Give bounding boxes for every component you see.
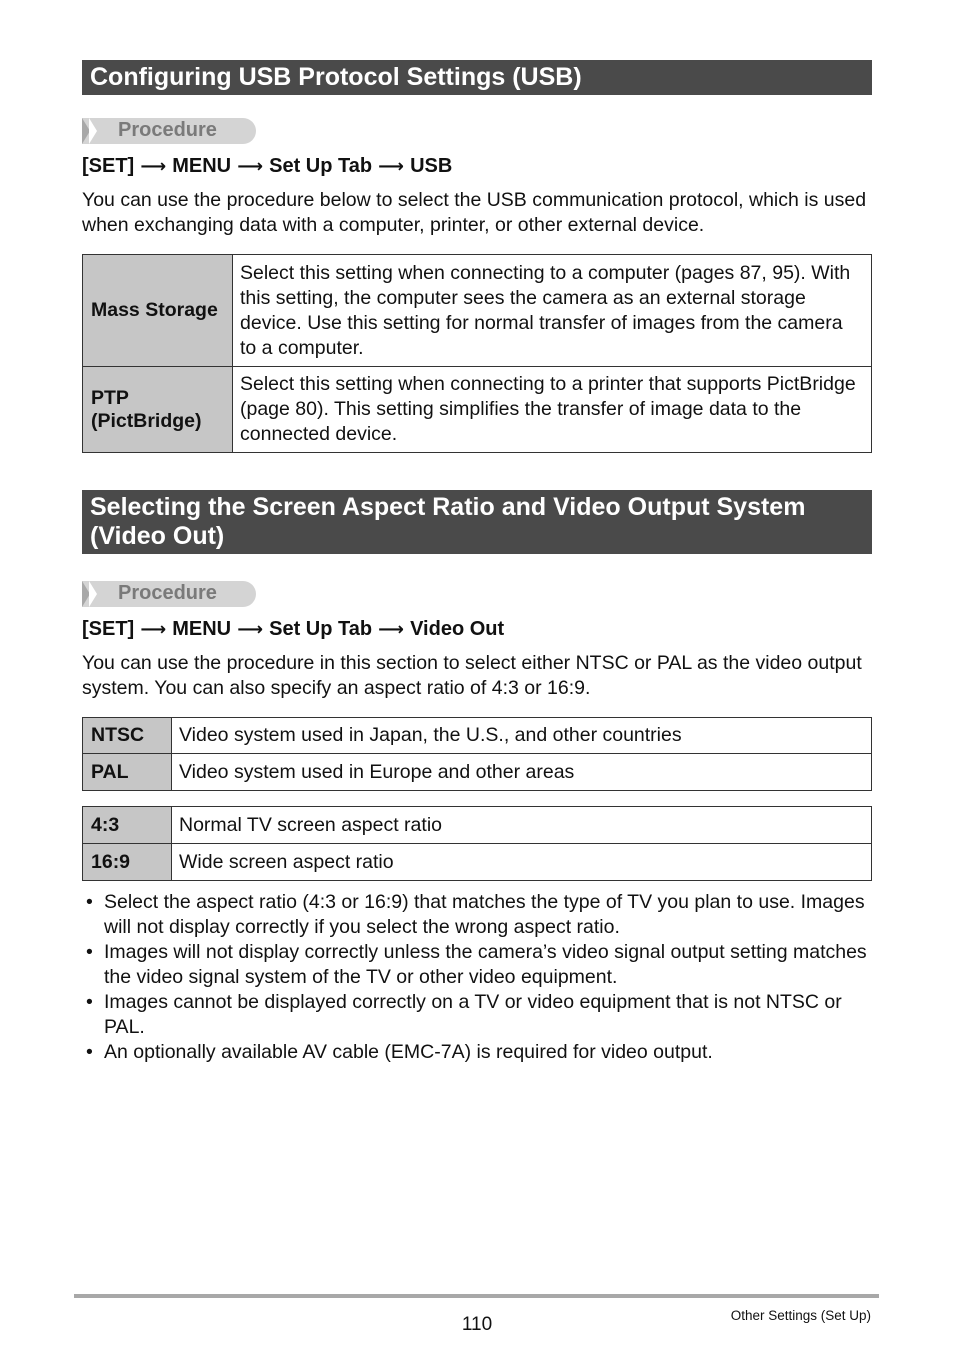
setting-name: NTSC <box>83 718 172 754</box>
path-step: [SET] <box>82 155 135 177</box>
bullet-icon: • <box>86 941 93 963</box>
procedure-badge <box>82 581 256 607</box>
video-system-table <box>82 717 872 791</box>
list-item <box>82 940 882 990</box>
menu-path <box>82 155 452 178</box>
table-row <box>83 844 872 881</box>
chevron-icon <box>89 118 97 144</box>
bullet-icon: • <box>86 991 93 1013</box>
list-item <box>82 1040 882 1065</box>
footer-divider <box>74 1294 879 1298</box>
arrow-right-icon: ⟶ <box>237 156 264 176</box>
arrow-right-icon: ⟶ <box>140 619 167 639</box>
setting-name: 4:3 <box>83 807 172 844</box>
path-step: Set Up Tab <box>269 155 373 177</box>
procedure-badge <box>82 118 256 144</box>
setting-description: Normal TV screen aspect ratio <box>172 807 872 844</box>
arrow-right-icon: ⟶ <box>378 156 404 176</box>
intro-paragraph: You can use the procedure in this section to select either NTSC or PAL as the video output system. You can also specify an aspect ratio of 4:3 or 16:9. <box>82 652 862 699</box>
table-row <box>83 807 872 844</box>
section-title-usb: Configuring USB Protocol Settings (USB) <box>82 60 872 95</box>
usb-settings-table <box>82 254 872 453</box>
table-row <box>83 718 872 754</box>
chevron-icon <box>89 581 97 607</box>
setting-description: Select this setting when connecting to a printer that supports PictBridge (page 80). This setting simplifies the transfer of image data to the connected device. <box>233 367 872 453</box>
note-text: Images cannot be displayed correctly on a TV or video equipment that is not NTSC or PAL. <box>104 991 842 1038</box>
bullet-icon: • <box>86 1041 93 1063</box>
intro-paragraph: You can use the procedure below to select the USB communication protocol, which is used when exchanging data with a computer, printer, or other external device. <box>82 189 867 236</box>
table-row <box>83 754 872 791</box>
setting-description: Select this setting when connecting to a computer (pages 87, 95). With this setting, the computer sees the camera as an external storage device. Use this setting for normal transfer of images from the camera to a computer. <box>233 255 872 367</box>
bullet-icon: • <box>86 891 93 913</box>
path-step: MENU <box>172 618 232 640</box>
setting-description: Wide screen aspect ratio <box>172 844 872 881</box>
note-text: Images will not display correctly unless the camera’s video signal output setting matches the video signal system of the TV or other video equipment. <box>104 941 867 988</box>
footer-section-label: Other Settings (Set Up) <box>730 1308 871 1323</box>
path-step: Set Up Tab <box>269 618 373 640</box>
procedure-label: Procedure <box>118 119 217 141</box>
note-text: Select the aspect ratio (4:3 or 16:9) that matches the type of TV you plan to use. Images will not display correctly if you select the wrong aspect ratio. <box>104 891 865 938</box>
procedure-label: Procedure <box>118 582 217 604</box>
menu-path <box>82 618 504 641</box>
list-item <box>82 990 882 1040</box>
path-step: [SET] <box>82 618 135 640</box>
table-row <box>83 367 872 453</box>
setting-name: Mass Storage <box>83 255 233 367</box>
section-title-video-out: Selecting the Screen Aspect Ratio and Video Output System (Video Out) <box>82 490 872 554</box>
list-item <box>82 890 882 940</box>
note-text: An optionally available AV cable (EMC-7A) is required for video output. <box>104 1041 713 1063</box>
setting-name: PTP (PictBridge) <box>83 367 233 453</box>
path-step: Video Out <box>410 618 505 640</box>
path-step: MENU <box>172 155 232 177</box>
arrow-right-icon: ⟶ <box>378 619 404 639</box>
aspect-ratio-table <box>82 806 872 881</box>
page-number: 110 <box>461 1314 493 1335</box>
setting-name: PAL <box>83 754 172 791</box>
setting-name: 16:9 <box>83 844 172 881</box>
arrow-right-icon: ⟶ <box>140 156 167 176</box>
table-row <box>83 255 872 367</box>
arrow-right-icon: ⟶ <box>237 619 264 639</box>
notes-list <box>82 890 882 1065</box>
setting-description: Video system used in Japan, the U.S., and other countries <box>172 718 872 754</box>
path-step: USB <box>410 155 453 177</box>
setting-description: Video system used in Europe and other areas <box>172 754 872 791</box>
